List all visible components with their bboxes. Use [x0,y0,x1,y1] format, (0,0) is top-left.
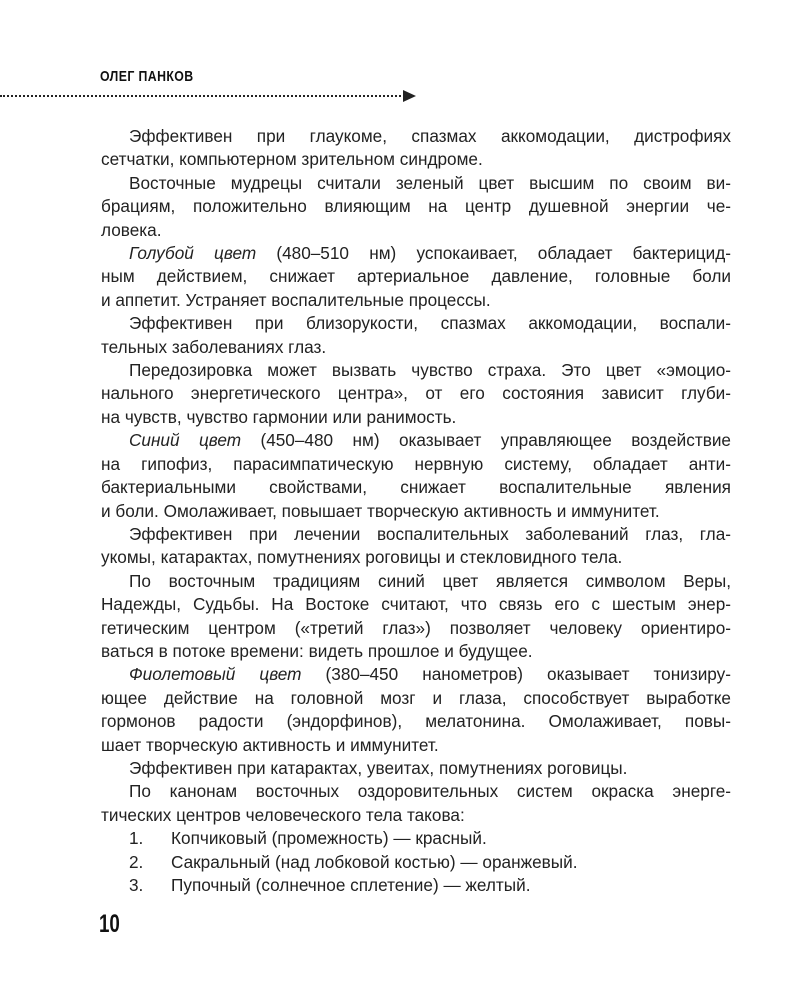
text-line-content: и боли. Омолаживает, повышает творческую активность и иммунитет. [101,500,660,521]
text-line [101,593,731,616]
text-line-content: гетическим центром («третий глаз») позволяет человеку ориентиро- [101,617,731,638]
text-line [101,710,731,733]
text-line [101,382,731,405]
text-line-content: Эффективен при катарактах, увеитах, помутнениях роговицы. [129,757,628,778]
text-line-content: Восточные мудрецы считали зеленый цвет высшим по своим ви- [129,172,731,193]
body-text [101,125,731,897]
text-line-content: ющее действие на головной мозг и глаза, способствует выработке [101,687,731,708]
list-item-text: Сакральный (над лобковой костью) — оранжевый. [171,851,578,872]
text-line [101,476,731,499]
list-item-text: Копчиковый (промежность) — красный. [171,828,487,849]
text-line-content: Эффективен при глаукоме, спазмах аккомодации, дистрофиях [129,126,731,146]
text-line [101,406,731,429]
list-item-number: 1. [129,828,144,849]
text-line-content: ловека. [101,219,162,240]
text-line-content: ным действием, снижает артериальное давление, головные боли [101,266,731,287]
text-line [101,125,731,148]
text-line-content: По восточным традициям синий цвет является символом Веры, [129,570,731,591]
text-line-content: Надежды, Судьбы. На Востоке считают, что связь его с шестым энер- [101,594,731,615]
list-item [101,851,731,874]
text-line [101,359,731,382]
text-line-content: сетчатки, компьютерном зрительном синдроме. [101,149,483,170]
color-term: Синий цвет [129,430,242,451]
text-line-content: тельных заболеваниях глаз. [101,336,327,357]
header-dotted-rule [0,95,405,97]
text-line-content: (480–510 нм) успокаивает, обладает бактерицид- [256,243,731,264]
text-line [101,546,731,569]
text-line-content: и аппетит. Устраняет воспалительные процессы. [101,289,491,310]
text-line [101,734,731,757]
text-line [101,687,731,710]
text-line [101,523,731,546]
list-item-number: 2. [129,851,144,872]
text-line-content: бактериальными свойствами, снижает воспалительные явления [101,477,731,498]
text-line-content: Эффективен при близорукости, спазмах аккомодации, воспали- [129,313,731,334]
text-line-content: ваться в потоке времени: видеть прошлое и будущее. [101,640,533,661]
text-line [101,265,731,288]
list-item [101,827,731,850]
text-line [101,242,731,265]
list-item-number: 3. [129,875,144,895]
page-number: 10 [99,910,120,938]
text-line [101,219,731,242]
header-arrow-icon [403,90,416,102]
text-line-content: на чувств, чувство гармонии или ранимость. [101,406,457,427]
text-line [101,663,731,686]
list-item-text: Пупочный (солнечное сплетение) — желтый. [171,875,531,895]
color-term: Голубой цвет [129,243,257,264]
list-item [101,874,731,897]
text-line [101,172,731,195]
text-line-content: на гипофиз, парасимпатическую нервную систему, обладает анти- [101,453,731,474]
text-line [101,757,731,780]
text-line [101,780,731,803]
text-line [101,148,731,171]
text-line-content: Эффективен при лечении воспалительных заболеваний глаз, гла- [129,523,731,544]
text-line [101,429,731,452]
text-line [101,453,731,476]
text-line-content: По канонам восточных оздоровительных систем окраска энерге- [129,781,731,802]
text-line [101,289,731,312]
text-line [101,195,731,218]
running-head-author: ОЛЕГ ПАНКОВ [100,68,194,85]
text-line [101,312,731,335]
text-line-content: нального энергетического центра», от его состояния зависит глуби- [101,383,731,404]
text-line-content: укомы, катарактах, помутнениях роговицы и стекловидного тела. [101,547,623,568]
text-line [101,640,731,663]
text-line-content: гормонов радости (эндорфинов), мелатонина. Омолаживает, повы- [101,711,731,732]
text-line [101,500,731,523]
text-line-content: брациям, положительно влияющим на центр душевной энергии че- [101,196,731,217]
text-line-content: шает творческую активность и иммунитет. [101,734,439,755]
color-term: Фиолетовый цвет [129,664,302,685]
text-line [101,570,731,593]
text-line-content: тических центров человеческого тела такова: [101,804,465,825]
text-line [101,804,731,827]
text-line-content: (380–450 нанометров) оказывает тонизиру- [301,664,731,685]
text-line [101,617,731,640]
text-line-content: (450–480 нм) оказывает управляющее воздействие [241,430,731,451]
text-line [101,336,731,359]
text-line-content: Передозировка может вызвать чувство страха. Это цвет «эмоцио- [129,360,731,381]
